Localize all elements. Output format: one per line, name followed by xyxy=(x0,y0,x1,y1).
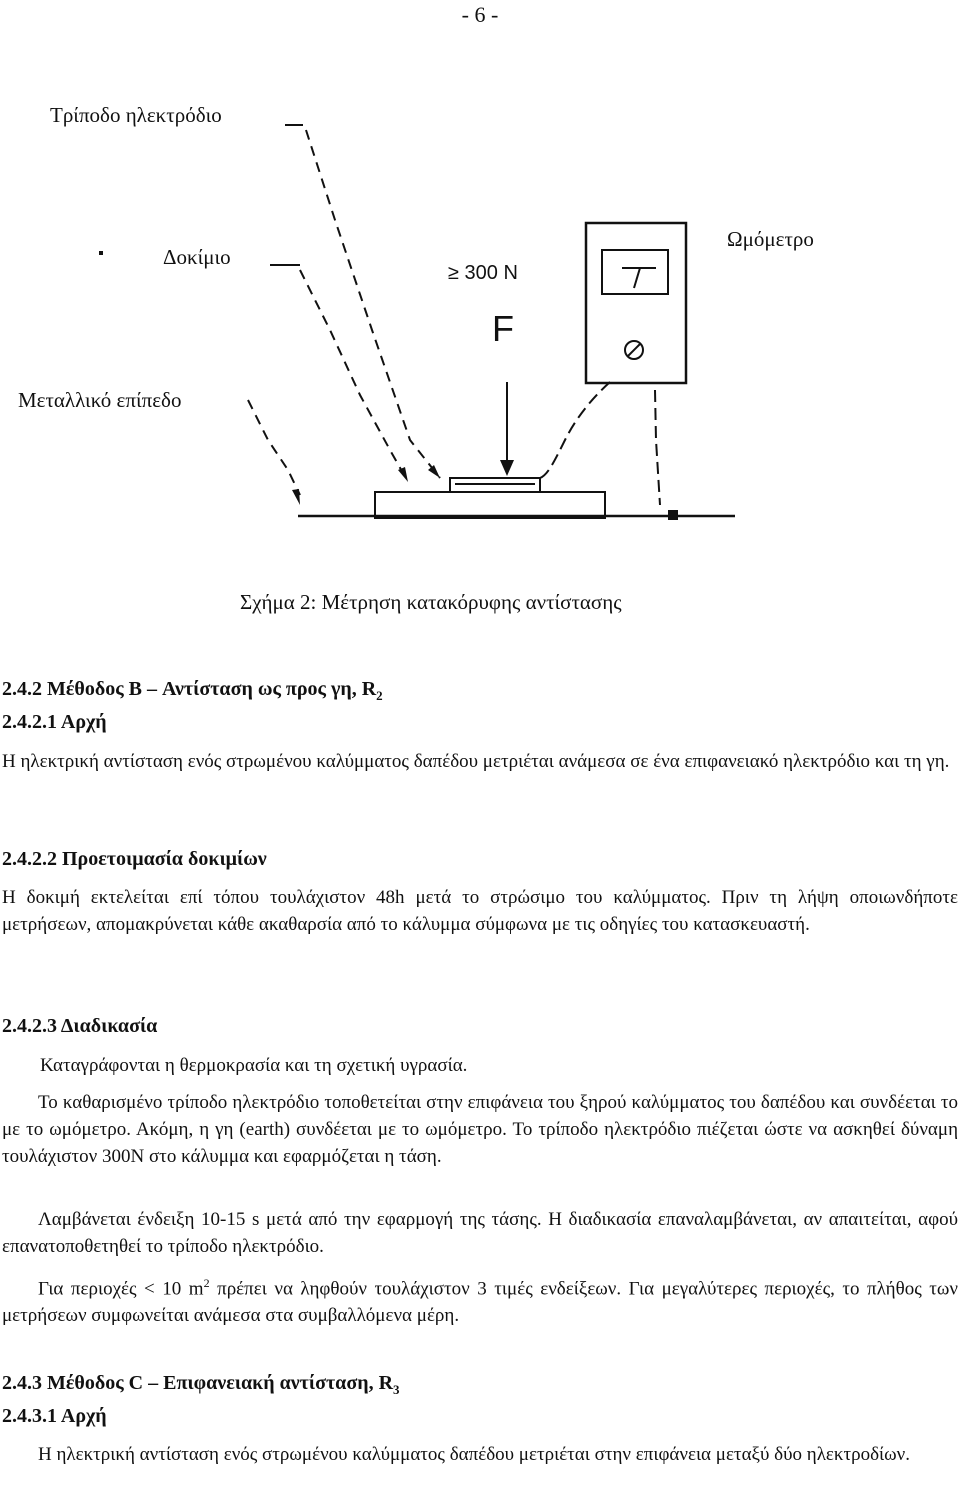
label-ohmmeter: Ωμόμετρο xyxy=(727,227,814,251)
heading-2-4-2-3: 2.4.2.3 Διαδικασία xyxy=(2,1015,158,1037)
wire-to-earth xyxy=(655,390,660,505)
tripod-arrow-line xyxy=(306,130,440,478)
force-arrowhead xyxy=(500,460,514,476)
metal-plane-arrow-line xyxy=(248,400,300,495)
specimen-arrowhead xyxy=(398,467,408,482)
heading-2-4-3: 2.4.3 Μέθοδος C – Επιφανειακή αντίσταση, $R_3$ xyxy=(2,1372,400,1397)
heading-2-4-2-2: 2.4.2.2 Προετοιμασία δοκιμίων xyxy=(2,848,267,870)
label-metal-plane: Μεταλλικό επίπεδο xyxy=(18,388,182,412)
paragraph-2-4-2-3-humidity: Καταγράφονται η θερμοκρασία και τη σχετική υγρασία. xyxy=(40,1055,468,1076)
force-value: ≥ 300 N xyxy=(448,262,518,284)
tripod-arrowhead xyxy=(428,465,440,478)
heading-2-4-3-1: 2.4.3.1 Αρχή xyxy=(2,1405,107,1427)
ohmmeter-needle xyxy=(634,268,640,288)
label-specimen: Δοκίμιο xyxy=(163,245,231,269)
page-number: - 6 - xyxy=(461,2,499,27)
wire-to-electrode xyxy=(540,382,610,478)
specimen-arrow-line xyxy=(300,270,408,482)
heading-2-4-2-1: 2.4.2.1 Αρχή xyxy=(2,711,107,733)
force-letter: F xyxy=(492,308,514,349)
paragraph-2-4-2-1: Η ηλεκτρική αντίσταση ενός στρωμένου καλύμματος δαπέδου μετριέται ανάμεσα σε ένα επιφανειακό ηλεκτρόδιο και τη γη. xyxy=(2,751,950,772)
paragraph-2-4-2-2: Η δοκιμή εκτελείται επί τόπου τουλάχιστον 48h μετά το στρώσιμο του καλύμματος. Πριν τη λήψη οποιωνδήποτε μετρήσεων, απομακρύνεται κάθε ακαθαρσία από το κάλυμμα σύμφωνα με τις οδηγίες του κατασκευαστή. xyxy=(2,887,958,935)
label-tripod-electrode: Τρίποδο ηλεκτρόδιο xyxy=(50,103,222,127)
paragraph-2-4-2-3-areas: Για περιοχές < 10 $m^2$ πρέπει να ληφθούν τουλάχιστον 3 τιμές ενδείξεων. Για μεγαλύτερες περιοχές, το πλήθος των μετρήσεων συμφωνείται ανάμεσα στα συμβαλλόμενα μέρη. xyxy=(2,1276,958,1327)
metal-plane-arrowhead xyxy=(292,489,300,505)
figure-drawing xyxy=(0,0,960,560)
metal-plate xyxy=(375,492,605,518)
paragraph-2-4-2-3-procedure: Το καθαρισμένο τρίποδο ηλεκτρόδιο τοποθετείται στην επιφάνεια του ξηρού καλύμματος του δαπέδου και συνδέεται το με το ωμόμετρο. Ακόμη, η γη (earth) συνδέεται με το ωμόμετρο. Το τρίποδο ηλεκτρόδιο πιέζεται ώστε να ασκηθεί δύναμη τουλάχιστον 300N στο κάλυμμα και εφαρμόζεται η τάση. xyxy=(2,1092,958,1167)
earth-terminal xyxy=(668,510,678,520)
figure-caption: Σχήμα 2: Μέτρηση κατακόρυφης αντίστασης xyxy=(240,590,622,614)
stray-dot xyxy=(99,251,103,255)
paragraph-2-4-2-3-reading: Λαμβάνεται ένδειξη 10-15 s μετά από την εφαρμογή της τάσης. Η διαδικασία επαναλαμβάνεται, αν απαιτείται, αφού επανατοποθετηθεί το τρίποδο ηλεκτρόδιο. xyxy=(2,1209,958,1257)
paragraph-2-4-3-1: Η ηλεκτρική αντίσταση ενός στρωμένου καλύμματος δαπέδου μετριέται στην επιφάνεια μεταξύ δύο ηλεκτροδίων. xyxy=(38,1444,910,1465)
heading-2-4-2: 2.4.2 Μέθοδος B – Αντίσταση ως προς γη, $R_2$ xyxy=(2,678,383,703)
